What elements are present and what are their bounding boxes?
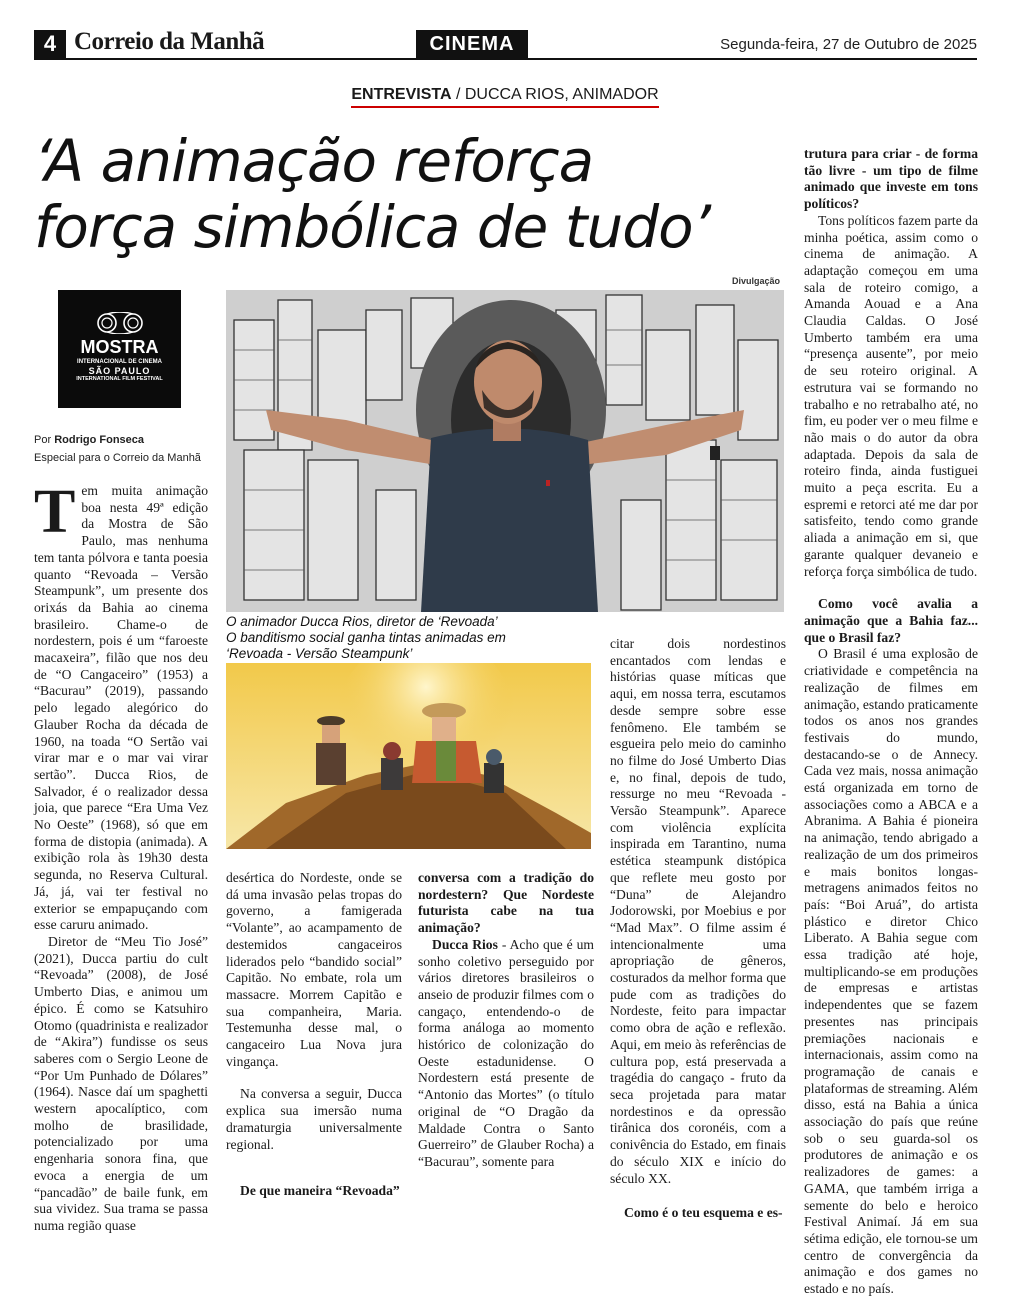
col5-paragraph-2: O Brasil é uma explosão de criatividade e competência na realização de filmes em animação, estando praticamente todos os anos nos grandes festivais do mundo, destacando-se o de Annecy. Cada vez mais, nossa animação está organizada em torno de associações como a ABCA e a Abranima. A Bahia é pioneira na animação, tendo abrigado a realização de um dos primeiros e mais bonitos longas-metragens animados feitos no país: “Boi Aruá”, do artista plástico e diretor Chico Liberato. A Bahia segue com essa tradição até hoje, multiplicando-se em produções de empresas e artistas independentes que se fazem presentes nas principais premiações nacionais e internacionais, assim como na programação de canais e plataformas de streaming. Além disso, está na Bahia a única associação do país que reúne sob o seu guarda-sol os produtores de animação e os realizadores de games: a GAMA, que também irriga a semente do belo e heroico Festival Animaí. Já em sua sétima edição, ele tornou-se um centro de convergência da animação e dos games no estado e no país.: [804, 646, 978, 1297]
mostra-logo: [58, 290, 181, 408]
logo-line-3: SÃO PAULO: [88, 366, 151, 376]
col5-paragraph-1: Tons políticos fazem parte da minha poética, assim como o cinema de animação. A adaptação começou em uma sala de roteiro comigo, a Amanda Aouad e a Ana Claudia Caldas. O José Umberto também era uma “presença ausente”, por meio de seu roteiro original. A estrutura vai se formando no trabalho e no retrabalho até, no fim, eu poder ver o meu filme e não mais o do autor da obra adaptada. Depois da sala de roteiro finda, ainda fustiguei muito a peça escrita. Eu a espremi e retorci até me dar por satisfeito, tendo como grande aliada a animação em si, que garante qualquer devaneio e reforça força simbólica de tudo.: [804, 212, 978, 579]
col4-paragraph-1: citar dois nordestinos encantados com lendas e histórias quase míticas que aqui, em nossa terra, escutamos desde sempre sobre esse fenômeno. Ele também se esgueira pelo meio do caminho no filme do José Umberto Dias e, no final, depois de tudo, ressurge no meu “Revoada - Versão Steampunk”. Aparece com violência explícita inspirada em Tarantino, numa estética steampunk distópica que reflete meu gosto por “Duna” de Alejandro Jodorowski, por Moebius e por “Mad Max”. O filme assim é intencionalmente uma apropriação de gêneros, costurados da melhor forma que pude com as tradições do Nordeste, feito para impactar como obra de ação e reflexão. Aqui, em meio às referências de cultura pop, está preservada a tragédia do cangaço - fruto da seca projetada para matar nordestinos e da opressão tirânica dos coronéis, com a conivência do Estado, em finais do século XIX e início do século XX.: [610, 636, 786, 1186]
caption-line-1: O animador Ducca Rios, diretor de ‘Revoada’: [226, 614, 498, 629]
col4-question: Como é o teu esquema e es-: [624, 1205, 783, 1221]
col1-p1-text: em muita animação boa nesta 49ª edição da Mostra de São Paulo, mas nenhuma tem tanta pólvora e tanta poesia quanto “Revoada – Versão Steampunk”, um presente dos orixás da Bahia ao cinema brasileiro. Chame-o de nordestern, pois é um “faroeste macaxeira”, filão que nos deu de “O Cangaceiro” (1953) a “Bacurau” (2019), passando pelo legado alegórico do Glauber Rocha da década de 1960, na toada “O Sertão vai virar mar e o mar vai virar sertão”. Ducca Rios, de Salvador, é o realizador dessa joia, que parece “Era Uma Vez No Oeste” (1968), só que em forma de distopia (animada). A exibição rola às 19h30 desta segunda, no Reserva Cultural. Já, já, vai ter festival no exterior se empapuçando com esse caruru animado.: [34, 483, 208, 933]
column-5: [804, 146, 978, 1298]
photo-credit: Divulgação: [732, 276, 781, 286]
headline-line-2: força simbólica de tudo’: [34, 193, 711, 261]
logo-line-4: INTERNATIONAL FILM FESTIVAL: [76, 376, 163, 382]
film-reel-icon: [93, 312, 147, 334]
col2-paragraph-1: desértica do Nordeste, onde se dá uma invasão pelas tropas do governo, a famigerada “Volante”, ao acampamento de destemidos cangaceiros liderados pelo “bandido social” Capitão. No embate, rola um massacre. Morrem Capitão e sua companheira, Maria. Testemunha desse mal, o cangaceiro Lua Nova jura vingança.: [226, 870, 402, 1069]
byline-author: Rodrigo Fonseca: [54, 434, 145, 446]
byline-prefix: Por: [34, 434, 55, 446]
kicker-rest: / DUCCA RIOS, ANIMADOR: [451, 86, 659, 103]
kicker-bold: ENTREVISTA: [351, 86, 452, 103]
column-2: [226, 870, 402, 1200]
answer-lead: Ducca Rios: [432, 936, 498, 952]
caption-line-2: O banditismo social ganha tintas animadas em: [226, 630, 506, 645]
page-number: 4: [34, 30, 66, 58]
col3-answer-text: - Acho que é um sonho coletivo perseguido por vários diretores brasileiros o anseio de produzir filmes com o cangaço, entendendo-o de forma análoga ao momento histórico de colonização do Oeste estadunidense. O Nordestern está presente de “Antonio das Mortes” (o título original de “O Dragão da Maldade Contra o Santo Guerreiro” de Glauber Rocha) a “Bacurau”, somente para: [418, 936, 595, 1169]
col2-paragraph-2: Na conversa a seguir, Ducca explica sua imersão numa dramaturgia universalmente regional.: [226, 1086, 402, 1152]
intro-paragraph: [34, 478, 208, 934]
col5-question-2: Como você avalia a animação que a Bahia faz... que o Brasil faz?: [804, 596, 978, 645]
caption-line-3: ‘Revoada - Versão Steampunk’: [226, 646, 413, 661]
animator-photo: [226, 290, 784, 612]
column-1: [34, 478, 208, 1235]
issue-date: Segunda-feira, 27 de Outubro de 2025: [720, 36, 977, 53]
headline: [34, 128, 804, 260]
photo-caption: [226, 614, 606, 662]
byline-role: Especial para o Correio da Manhã: [34, 452, 201, 464]
logo-line-2: INTERNACIONAL DE CINEMA: [77, 359, 162, 365]
headline-line-1: ‘A animação reforça: [34, 127, 594, 195]
column-4: [610, 636, 786, 1222]
col3-question: conversa com a tradição do nordestern? Que Nordeste futurista cabe na tua animação?: [418, 870, 594, 936]
film-still: [226, 663, 591, 849]
drop-cap: T: [34, 478, 76, 546]
column-3: [418, 870, 594, 1171]
col3-answer: [418, 937, 594, 1171]
col5-question-1: trutura para criar - de forma tão livre - um tipo de filme animado que investe em tons políticos?: [804, 146, 978, 212]
col2-question: De que maneira “Revoada”: [240, 1183, 400, 1199]
col1-paragraph-2: Diretor de “Meu Tio José” (2021), Ducca partiu do cult “Revoada” (2008), de José Umberto Dias, e animou um épico. É como se Katsuhiro Otomo (quadrinista e realizador de “Akira”) fundisse os seus saberes com o Sergio Leone de “Por Um Punhado de Dólares” (1964). Nasce daí um spaghetti western apocalíptico, com molho de brasilidade, potencializado por uma engenharia sonora fina, que evoca a energia de um “pancadão” de baile funk, em sua vividez. Sua trama se passa numa região quase: [34, 933, 208, 1233]
kicker: [0, 86, 1010, 108]
header-rule: [34, 58, 977, 60]
byline: [34, 431, 201, 467]
newspaper-name: Correio da Manhã: [74, 28, 265, 55]
logo-title: MOSTRA: [80, 337, 159, 357]
section-label: CINEMA: [416, 30, 528, 58]
